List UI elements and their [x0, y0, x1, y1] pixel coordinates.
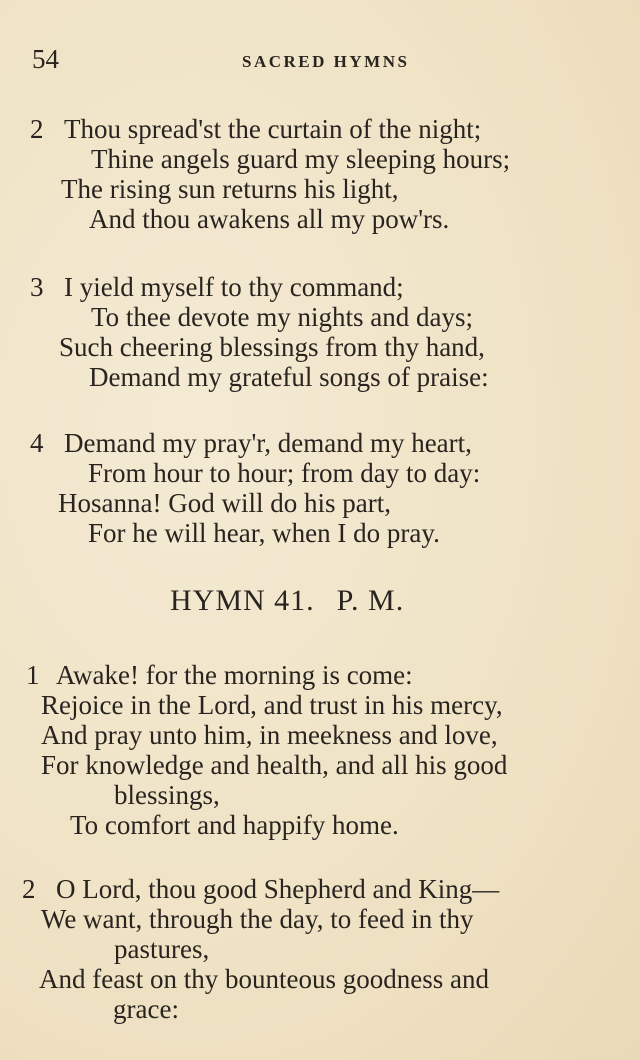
page-number: 54 — [32, 44, 59, 74]
stanza-number: 2 — [30, 114, 44, 144]
stanza-line: We want, through the day, to feed in thy — [41, 904, 474, 934]
line-text: Awake! for the morning is come: — [56, 660, 413, 690]
stanza-line: To comfort and happify home. — [70, 810, 399, 840]
stanza-line: Such cheering blessings from thy hand, — [59, 332, 485, 362]
stanza-line: From hour to hour; from day to day: — [88, 458, 481, 488]
line-text: Thou spread'st the curtain of the night; — [64, 114, 482, 144]
stanza-line: For he will hear, when I do pray. — [88, 518, 440, 548]
stanza-line: To thee devote my nights and days; — [91, 302, 474, 332]
stanza-line: Rejoice in the Lord, and trust in his mercy, — [41, 690, 503, 720]
hymn-number: HYMN 41. — [170, 584, 315, 617]
stanza-number: 1 — [26, 660, 40, 690]
stanza-line: For knowledge and health, and all his good — [41, 750, 508, 780]
stanza-number: 4 — [30, 428, 44, 458]
hymn-title — [170, 584, 426, 618]
stanza-line: pastures, — [114, 934, 210, 964]
stanza-line: Demand my grateful songs of praise: — [89, 362, 489, 392]
stanza-line — [26, 660, 413, 690]
stanza-line: blessings, — [114, 780, 220, 810]
stanza-line: The rising sun returns his light, — [61, 174, 399, 204]
line-text: O Lord, thou good Shepherd and King— — [56, 874, 500, 904]
stanza-line: grace: — [113, 994, 179, 1024]
running-head: SACRED HYMNS — [242, 52, 410, 71]
hymn-meter: P. M. — [336, 584, 405, 617]
line-text: I yield myself to thy command; — [64, 272, 404, 302]
stanza-line: And pray unto him, in meekness and love, — [41, 720, 498, 750]
stanza-line: And feast on thy bounteous goodness and — [39, 964, 489, 994]
stanza-line — [30, 428, 472, 458]
stanza-line — [30, 114, 481, 144]
stanza-line — [30, 272, 404, 302]
stanza-number: 3 — [30, 272, 44, 302]
stanza-line: And thou awakens all my pow'rs. — [89, 204, 450, 234]
stanza-number: 2 — [22, 874, 36, 904]
line-text: Demand my pray'r, demand my heart, — [64, 428, 472, 458]
page-header — [32, 44, 612, 80]
stanza-line — [22, 874, 499, 904]
stanza-line: Hosanna! God will do his part, — [58, 488, 391, 518]
stanza-line: Thine angels guard my sleeping hours; — [91, 144, 511, 174]
